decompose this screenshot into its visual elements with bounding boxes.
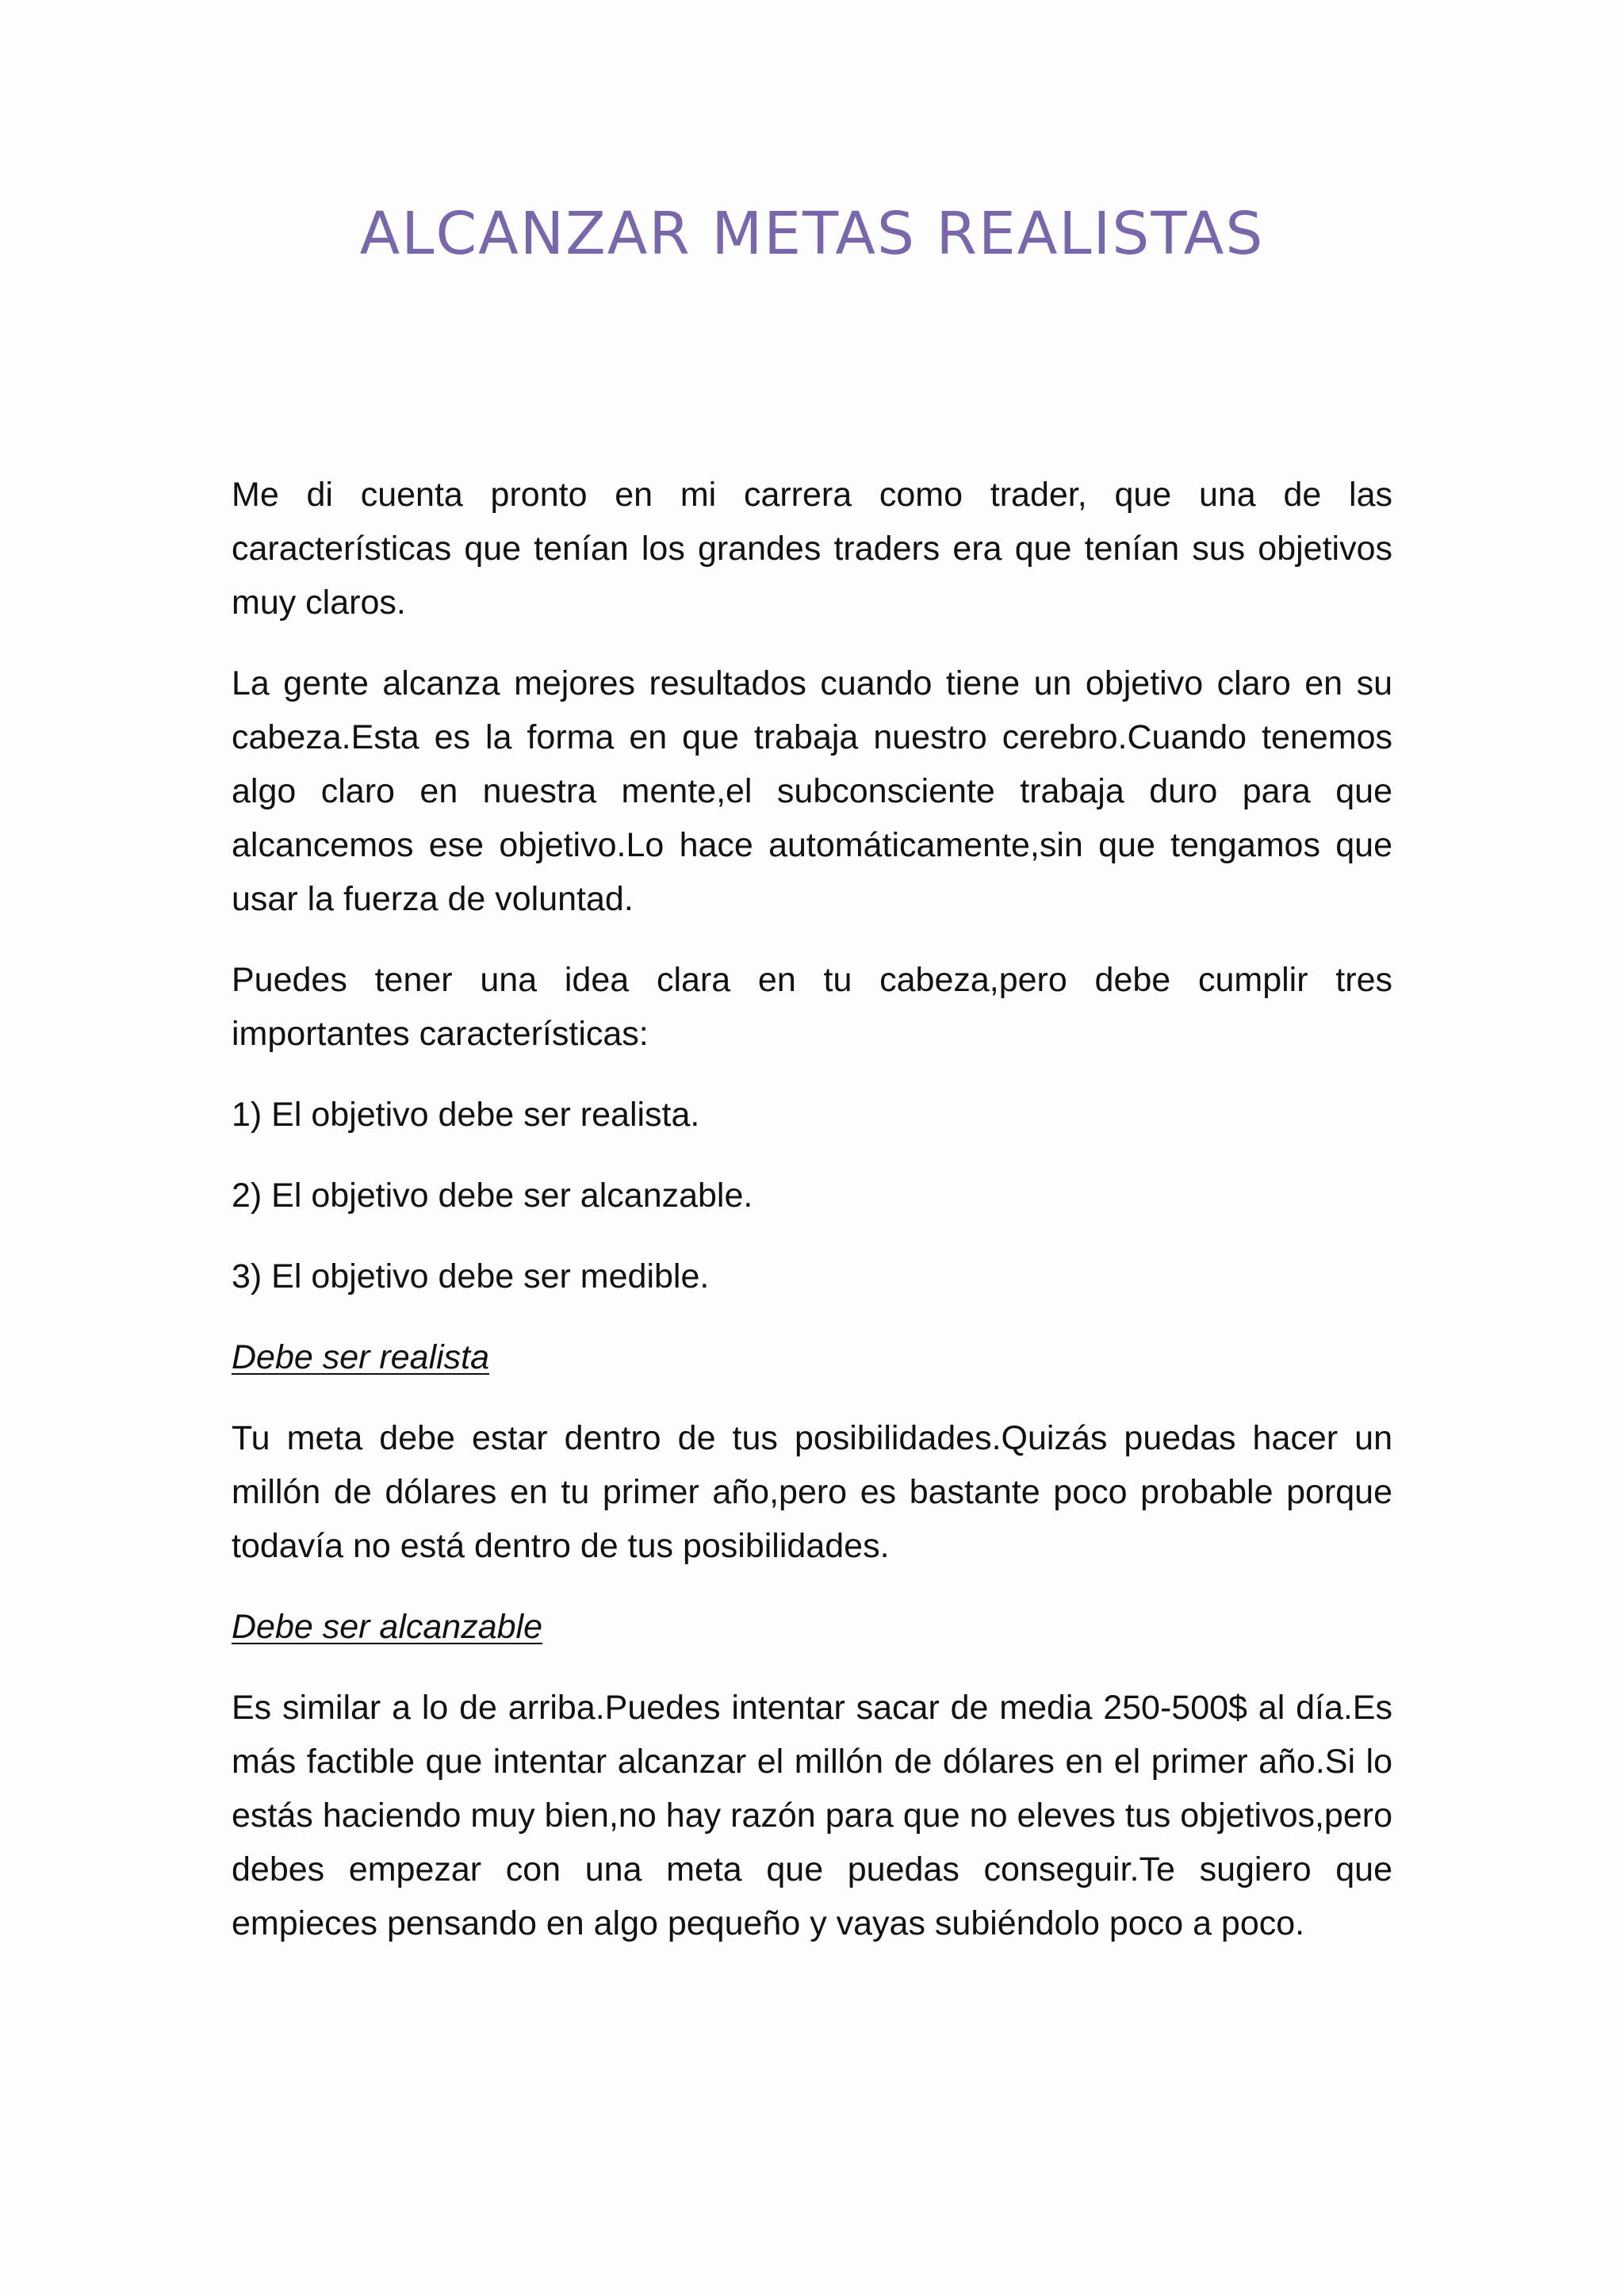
document-body bbox=[232, 468, 1392, 1977]
paragraph-realistic: Tu meta debe estar dentro de tus posibilidades.Quizás puedas hacer un millón de dólares en tu primer año,pero es bastante poco probable porque todavía no está dentro de tus posibilidades. bbox=[232, 1419, 1392, 1565]
list-item-measurable: 3) El objetivo debe ser medible. bbox=[232, 1257, 710, 1295]
list-item-realistic: 1) El objetivo debe ser realista. bbox=[232, 1096, 700, 1134]
subheading-realistic: Debe ser realista bbox=[232, 1338, 490, 1376]
paragraph-clear-goal: La gente alcanza mejores resultados cuando tiene un objetivo claro en su cabeza.Esta es la forma en que trabaja nuestro cerebro.Cuando tenemos algo claro en nuestra mente,el subconsciente trabaja duro para que alcancemos ese objetivo.Lo hace automáticamente,sin que tengamos que usar la fuerza de voluntad. bbox=[232, 664, 1392, 918]
paragraph-achievable: Es similar a lo de arriba.Puedes intentar sacar de media 250-500$ al día.Es más factible que intentar alcanzar el millón de dólares en el primer año.Si lo estás haciendo muy bien,no hay razón para que no eleves tus objetivos,pero debes empezar con una meta que puedas conseguir.Te sugiero que empieces pensando en algo pequeño y vayas subiéndolo poco a poco. bbox=[232, 1689, 1392, 1942]
subheading-achievable: Debe ser alcanzable bbox=[232, 1608, 543, 1646]
paragraph-intro: Me di cuenta pronto en mi carrera como trader, que una de las características que tenían los grandes traders era que tenían sus objetivos muy claros. bbox=[232, 476, 1392, 622]
page-title: ALCANZAR METAS REALISTAS bbox=[359, 200, 1265, 268]
paragraph-characteristics: Puedes tener una idea clara en tu cabeza,pero debe cumplir tres importantes características: bbox=[232, 961, 1392, 1053]
list-item-achievable: 2) El objetivo debe ser alcanzable. bbox=[232, 1177, 753, 1215]
